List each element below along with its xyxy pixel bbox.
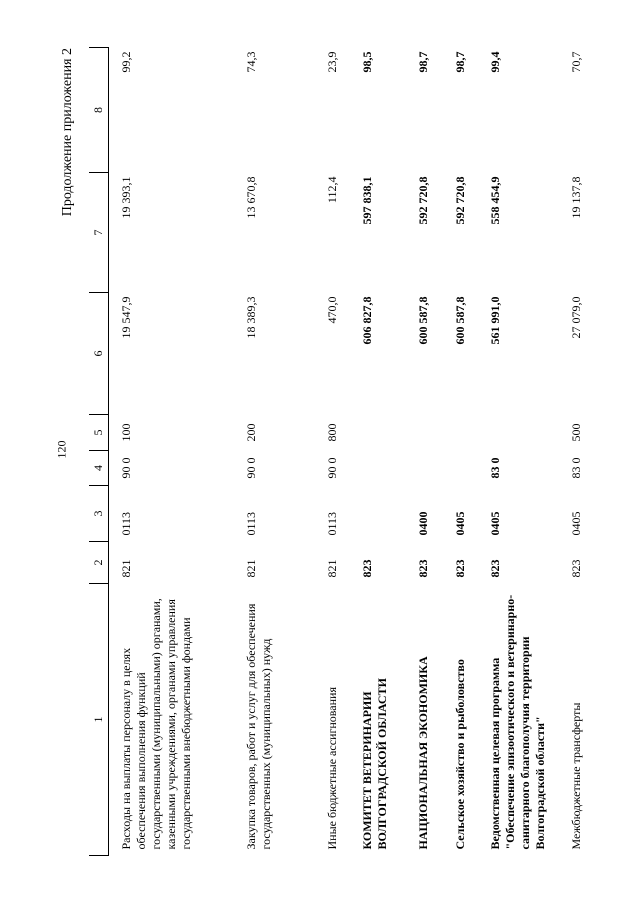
- cell-c7: 112,4: [325, 176, 339, 204]
- row-name: Расходы на выплаты персоналу в целях обеспечения выполнения функций государственными (муниципальными) органами, казенными учреждениями, органами управления государственными внебюджетными фондами: [119, 598, 193, 850]
- table-row: [443, 48, 478, 856]
- cell-c8: 98,5: [360, 51, 374, 73]
- cell-c4: 90 0: [119, 457, 133, 479]
- cell-c5: [478, 415, 559, 451]
- cell-c7: 13 670,8: [244, 176, 258, 219]
- cell-c2: 823: [453, 559, 467, 578]
- cell-c7: 592 720,8: [416, 176, 430, 225]
- cell-c5: 100: [119, 423, 133, 442]
- cell-c2: 821: [325, 559, 339, 578]
- cell-c8: 70,7: [569, 51, 583, 73]
- cell-c8: 98,7: [453, 51, 467, 73]
- cell-c4: 83 0: [569, 457, 583, 479]
- budget-table: [89, 47, 594, 856]
- cell-c8: 99,2: [119, 51, 133, 73]
- header-row: [89, 48, 109, 856]
- cell-c6: 18 389,3: [244, 296, 258, 339]
- table-row: [315, 48, 350, 856]
- cell-c5: 800: [325, 423, 339, 442]
- row-name: Закупка товаров, работ и услуг для обеспечения государственных (муниципальных) нужд: [244, 603, 273, 850]
- cell-c4: [406, 451, 443, 486]
- cell-c6: 600 587,8: [416, 296, 430, 345]
- row-name: НАЦИОНАЛЬНАЯ ЭКОНОМИКА: [416, 656, 430, 850]
- cell-c8: 74,3: [244, 51, 258, 73]
- cell-c7: 558 454,9: [488, 176, 502, 225]
- cell-c4: 90 0: [244, 457, 258, 479]
- cell-c3: [350, 486, 406, 542]
- cell-c4: 83 0: [488, 457, 502, 479]
- cell-c7: 19 137,8: [569, 176, 583, 219]
- cell-c3: 0405: [569, 511, 583, 536]
- table-row: [350, 48, 406, 856]
- column-header: 4: [89, 451, 109, 486]
- row-name: КОМИТЕТ ВЕТЕРИНАРИИ ВОЛГОГРАДСКОЙ ОБЛАСТИ: [360, 678, 389, 850]
- cell-c8: 23,9: [325, 51, 339, 73]
- page-number: 120: [54, 440, 69, 459]
- cell-c5: 200: [244, 423, 258, 442]
- table-row: [234, 48, 315, 856]
- row-name: Ведомственная целевая программа "Обеспечение эпизоотического и ветеринарно-санитарного благополучия территории Волгоградской области": [488, 594, 547, 850]
- cell-c2: 823: [488, 559, 502, 578]
- cell-c6: 470,0: [325, 296, 339, 324]
- table-row: [406, 48, 443, 856]
- cell-c5: [350, 415, 406, 451]
- row-name: Межбюджетные трансферты: [569, 702, 583, 850]
- cell-c3: 0405: [488, 511, 502, 536]
- cell-c2: 823: [416, 559, 430, 578]
- cell-c3: 0113: [119, 511, 133, 536]
- column-header: 6: [89, 293, 109, 415]
- cell-c2: 823: [569, 559, 583, 578]
- cell-c3: 0113: [244, 511, 258, 536]
- column-header: 8: [89, 48, 109, 173]
- cell-c3: 0400: [416, 511, 430, 536]
- cell-c7: 19 393,1: [119, 176, 133, 219]
- cell-c6: 19 547,9: [119, 296, 133, 339]
- table-row: [478, 48, 559, 856]
- table-row: [109, 48, 235, 856]
- cell-c2: 821: [119, 559, 133, 578]
- cell-c2: 821: [244, 559, 258, 578]
- column-header: 5: [89, 415, 109, 451]
- cell-c3: 0405: [453, 511, 467, 536]
- cell-c2: 823: [360, 559, 374, 578]
- cell-c5: [406, 415, 443, 451]
- cell-c6: 600 587,8: [453, 296, 467, 345]
- column-header: 1: [89, 584, 109, 856]
- row-name: Сельское хозяйство и рыболовство: [453, 659, 467, 850]
- table-row: [559, 48, 594, 856]
- cell-c7: 592 720,8: [453, 176, 467, 225]
- cell-c6: 561 991,0: [488, 296, 502, 345]
- cell-c6: 27 079,0: [569, 296, 583, 339]
- column-header: 7: [89, 173, 109, 293]
- cell-c4: 90 0: [325, 457, 339, 479]
- cell-c8: 98,7: [416, 51, 430, 73]
- cell-c4: [350, 451, 406, 486]
- cell-c5: [443, 415, 478, 451]
- row-name: Иные бюджетные ассигнования: [325, 687, 339, 850]
- cell-c6: 606 827,8: [360, 296, 374, 345]
- cell-c4: [443, 451, 478, 486]
- cell-c7: 597 838,1: [360, 176, 374, 225]
- column-header: 3: [89, 486, 109, 542]
- cell-c8: 99,4: [488, 51, 502, 73]
- column-header: 2: [89, 542, 109, 584]
- continuation-label: Продолжение приложения 2: [60, 48, 75, 217]
- cell-c5: 500: [569, 423, 583, 442]
- cell-c3: 0113: [325, 511, 339, 536]
